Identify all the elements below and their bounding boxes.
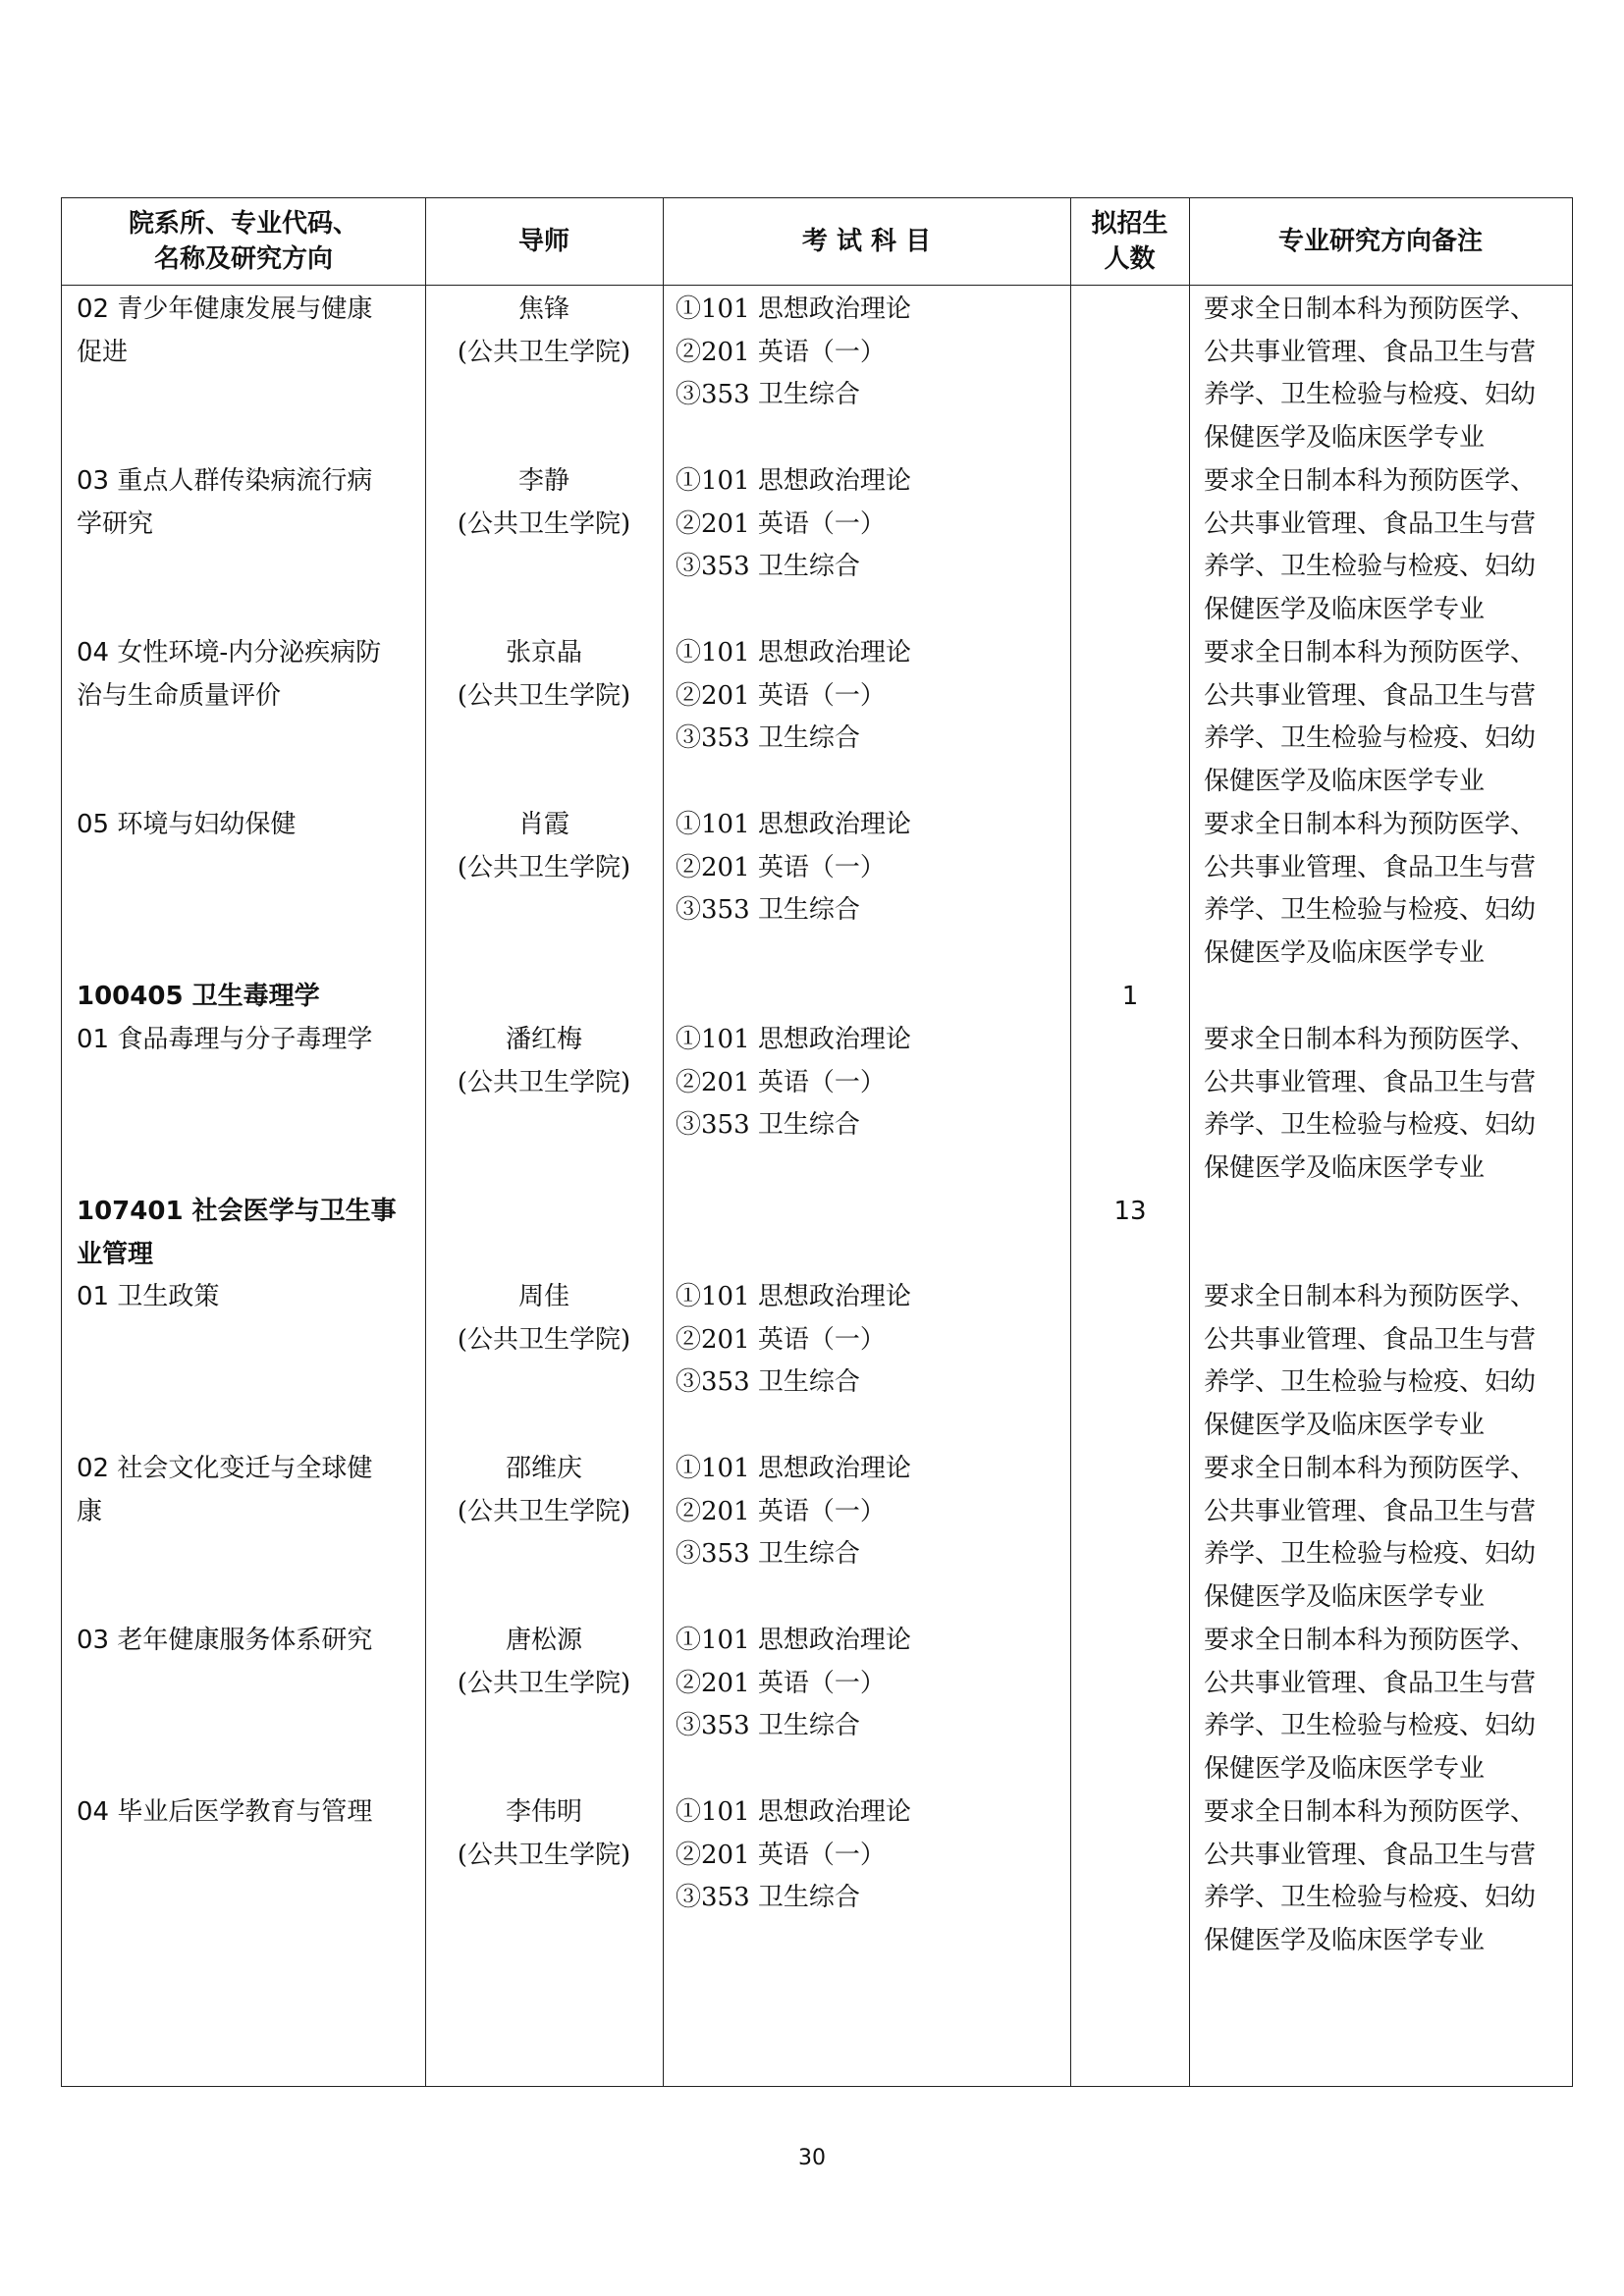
exam-subjects: ①101 思想政治理论 ②201 英语（一） ③353 卫生综合 <box>676 1626 911 1741</box>
quota-100405: 1 <box>1121 982 1139 1011</box>
exam-subjects: ①101 思想政治理论 ②201 英语（一） ③353 卫生综合 <box>676 1282 911 1398</box>
tutor-cell: 唐松源 (公共卫生学院) <box>457 1626 631 1698</box>
exam-subjects: ①101 思想政治理论 ②201 英语（一） ③353 卫生综合 <box>676 466 911 582</box>
major-100405: 100405 卫生毒理学 <box>77 982 320 1011</box>
direction-02-youth-health: 02 青少年健康发展与健康 促进 <box>77 294 373 367</box>
note-cell: 要求全日制本科为预防医学、 公共事业管理、食品卫生与营 养学、卫生检验与检疫、妇幼 保健医学及临床医学专业 <box>1204 294 1537 453</box>
note-cell: 要求全日制本科为预防医学、 公共事业管理、食品卫生与营 养学、卫生检验与检疫、妇幼 保健医学及临床医学专业 <box>1204 466 1537 624</box>
column-divider <box>1070 198 1071 2086</box>
note-cell: 要求全日制本科为预防医学、 公共事业管理、食品卫生与营 养学、卫生检验与检疫、妇幼 保健医学及临床医学专业 <box>1204 810 1537 968</box>
tutor-cell: 李静 (公共卫生学院) <box>457 466 631 539</box>
tutor-cell: 张京晶 (公共卫生学院) <box>457 638 631 711</box>
header-divider <box>62 285 1572 286</box>
tutor-cell: 肖霞 (公共卫生学院) <box>457 810 631 882</box>
exam-subjects: ①101 思想政治理论 ②201 英语（一） ③353 卫生综合 <box>676 810 911 926</box>
direction-05-maternal-child: 05 环境与妇幼保健 <box>77 810 297 839</box>
column-divider <box>1189 198 1190 2086</box>
tutor-cell: 李伟明 (公共卫生学院) <box>457 1797 631 1870</box>
note-cell: 要求全日制本科为预防医学、 公共事业管理、食品卫生与营 养学、卫生检验与检疫、妇幼 保健医学及临床医学专业 <box>1204 1626 1537 1784</box>
header-quota: 拟招生 人数 <box>1091 209 1168 274</box>
exam-subjects: ①101 思想政治理论 ②201 英语（一） ③353 卫生综合 <box>676 1454 911 1570</box>
exam-subjects: ①101 思想政治理论 ②201 英语（一） ③353 卫生综合 <box>676 638 911 754</box>
direction-01-health-policy: 01 卫生政策 <box>77 1282 220 1311</box>
exam-subjects: ①101 思想政治理论 ②201 英语（一） ③353 卫生综合 <box>676 294 911 410</box>
direction-04-female-endocrine: 04 女性环境-内分泌疾病防 治与生命质量评价 <box>77 638 382 711</box>
tutor-cell: 潘红梅 (公共卫生学院) <box>457 1025 631 1097</box>
column-divider <box>663 198 664 2086</box>
major-107401: 107401 社会医学与卫生事 业管理 <box>77 1197 397 1269</box>
header-notes: 专业研究方向备注 <box>1277 227 1483 256</box>
note-cell: 要求全日制本科为预防医学、 公共事业管理、食品卫生与营 养学、卫生检验与检疫、妇幼 保健医学及临床医学专业 <box>1204 1454 1537 1612</box>
note-cell: 要求全日制本科为预防医学、 公共事业管理、食品卫生与营 养学、卫生检验与检疫、妇幼 保健医学及临床医学专业 <box>1204 638 1537 796</box>
direction-04-medical-education: 04 毕业后医学教育与管理 <box>77 1797 373 1827</box>
direction-01-food-toxicology: 01 食品毒理与分子毒理学 <box>77 1025 373 1054</box>
page-number: 30 <box>798 2146 826 2170</box>
tutor-cell: 周佳 (公共卫生学院) <box>457 1282 631 1355</box>
header-tutor: 导师 <box>517 227 569 256</box>
direction-03-infectious-disease: 03 重点人群传染病流行病 学研究 <box>77 466 373 539</box>
tutor-cell: 邵维庆 (公共卫生学院) <box>457 1454 631 1526</box>
note-cell: 要求全日制本科为预防医学、 公共事业管理、食品卫生与营 养学、卫生检验与检疫、妇幼 保健医学及临床医学专业 <box>1204 1025 1537 1183</box>
header-exam: 考 试 科 目 <box>801 227 932 256</box>
direction-03-elderly-health: 03 老年健康服务体系研究 <box>77 1626 373 1655</box>
note-cell: 要求全日制本科为预防医学、 公共事业管理、食品卫生与营 养学、卫生检验与检疫、妇幼 保健医学及临床医学专业 <box>1204 1282 1537 1440</box>
exam-subjects: ①101 思想政治理论 ②201 英语（一） ③353 卫生综合 <box>676 1797 911 1913</box>
quota-107401: 13 <box>1113 1197 1147 1226</box>
tutor-cell: 焦锋 (公共卫生学院) <box>457 294 631 367</box>
header-direction: 院系所、专业代码、 名称及研究方向 <box>128 209 358 274</box>
column-divider <box>425 198 426 2086</box>
direction-02-global-health: 02 社会文化变迁与全球健 康 <box>77 1454 373 1526</box>
enrollment-table <box>61 197 1573 2087</box>
exam-subjects: ①101 思想政治理论 ②201 英语（一） ③353 卫生综合 <box>676 1025 911 1141</box>
note-cell: 要求全日制本科为预防医学、 公共事业管理、食品卫生与营 养学、卫生检验与检疫、妇幼 保健医学及临床医学专业 <box>1204 1797 1537 1955</box>
